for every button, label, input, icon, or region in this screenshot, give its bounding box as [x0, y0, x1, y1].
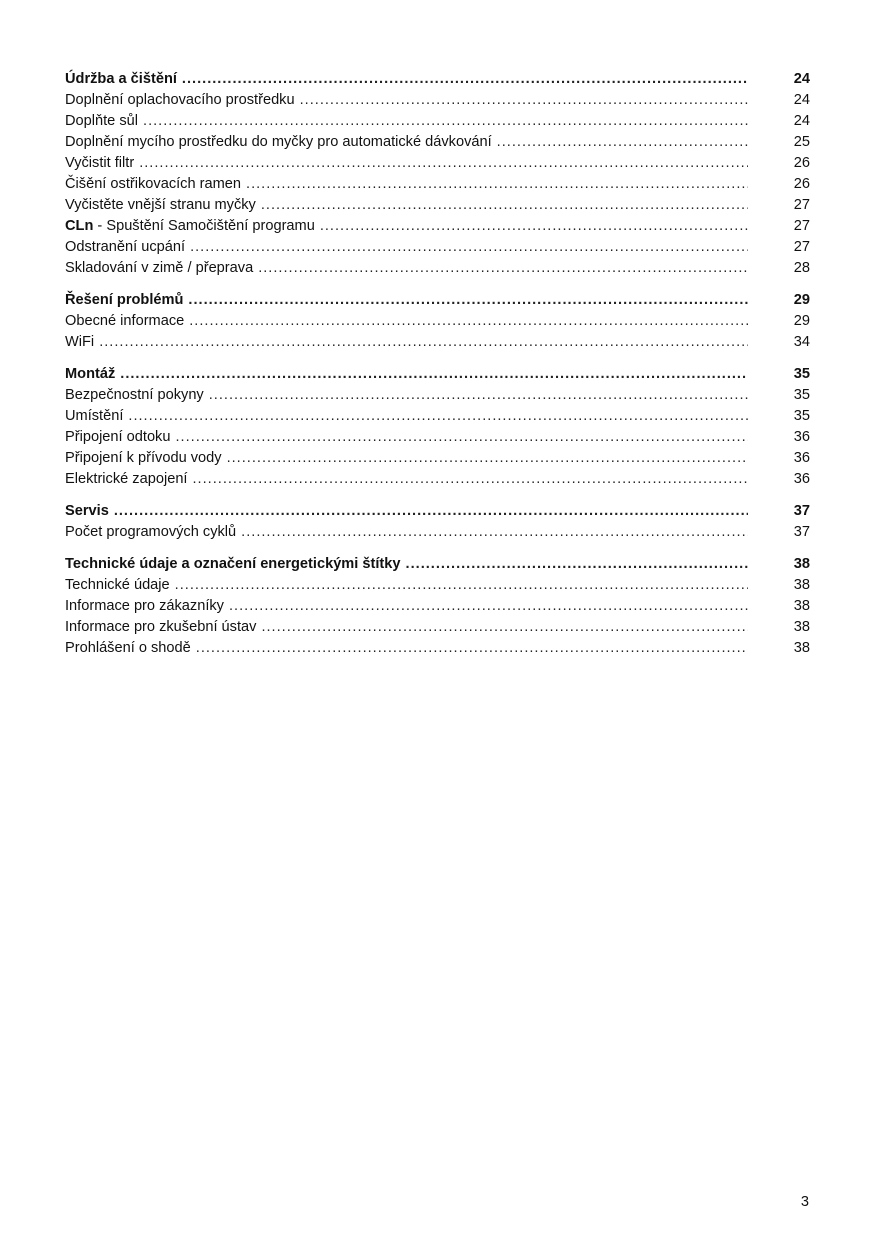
toc-title: WiFi — [65, 334, 95, 350]
toc-page-number: 29 — [793, 292, 810, 308]
dot-leader — [143, 111, 748, 132]
table-of-contents — [65, 69, 810, 670]
toc-entry[interactable] — [65, 596, 810, 617]
dot-leader — [241, 522, 748, 543]
toc-title: Bezpečnostní pokyny — [65, 387, 204, 403]
toc-page-number: 29 — [793, 313, 810, 329]
toc-title: Odstranění ucpání — [65, 239, 186, 255]
toc-page-number: 35 — [793, 408, 810, 424]
toc-entry[interactable] — [65, 469, 810, 490]
toc-entry[interactable] — [65, 153, 810, 174]
toc-page-number: 26 — [793, 176, 810, 192]
toc-entry[interactable] — [65, 448, 810, 469]
toc-title: Informace pro zákazníky — [65, 598, 224, 614]
dot-leader — [261, 195, 748, 216]
dot-leader — [193, 469, 749, 490]
toc-page-number: 27 — [793, 218, 810, 234]
toc-entry[interactable] — [65, 406, 810, 427]
toc-page-number: 24 — [793, 113, 810, 129]
toc-title: Technické údaje a označení energetickými štítky — [65, 556, 401, 572]
toc-section-heading[interactable] — [65, 290, 810, 311]
toc-title: Doplnění mycího prostředku do myčky pro automatické dávkování — [65, 134, 492, 150]
toc-entry[interactable] — [65, 332, 810, 353]
toc-entry[interactable] — [65, 174, 810, 195]
toc-page-number: 34 — [793, 334, 810, 350]
toc-page-number: 27 — [793, 197, 810, 213]
toc-title: Řešení problémů — [65, 292, 184, 308]
dot-leader — [227, 448, 748, 469]
toc-entry[interactable] — [65, 258, 810, 279]
toc-page-number: 38 — [793, 556, 810, 572]
toc-title: Doplnění oplachovacího prostředku — [65, 92, 295, 108]
toc-page-number: 37 — [793, 503, 810, 519]
dot-leader — [114, 501, 748, 522]
toc-page-number: 26 — [793, 155, 810, 171]
toc-entry[interactable] — [65, 522, 810, 543]
dot-leader — [229, 596, 748, 617]
dot-leader — [99, 332, 748, 353]
toc-section-heading[interactable] — [65, 364, 810, 385]
toc-section — [65, 69, 810, 279]
toc-title: Skladování v zimě / přeprava — [65, 260, 254, 276]
dot-leader — [246, 174, 748, 195]
dot-leader — [128, 406, 748, 427]
toc-entry[interactable] — [65, 216, 810, 237]
dot-leader — [320, 216, 748, 237]
toc-entry[interactable] — [65, 575, 810, 596]
toc-entry[interactable] — [65, 195, 810, 216]
toc-title-text: - Spuštění Samočištění programu — [93, 218, 315, 234]
page-number: 3 — [800, 1194, 809, 1210]
toc-title — [65, 216, 315, 237]
toc-page-number: 35 — [793, 366, 810, 382]
toc-title: Připojení odtoku — [65, 429, 171, 445]
toc-entry[interactable] — [65, 237, 810, 258]
toc-title: Čišění ostřikovacích ramen — [65, 176, 242, 192]
dot-leader — [209, 385, 748, 406]
dot-leader — [261, 617, 748, 638]
toc-page-number: 24 — [793, 92, 810, 108]
toc-page-number: 28 — [793, 260, 810, 276]
toc-section — [65, 290, 810, 353]
toc-entry[interactable] — [65, 111, 810, 132]
dot-leader — [258, 258, 748, 279]
toc-page-number: 27 — [793, 239, 810, 255]
dot-leader — [300, 90, 748, 111]
dot-leader — [175, 427, 748, 448]
dot-leader — [189, 311, 748, 332]
toc-section-heading[interactable] — [65, 554, 810, 575]
toc-title: Umístění — [65, 408, 124, 424]
toc-page-number: 38 — [793, 598, 810, 614]
toc-title: Montáž — [65, 366, 116, 382]
toc-title: Připojení k přívodu vody — [65, 450, 222, 466]
toc-title: Doplňte sůl — [65, 113, 139, 129]
toc-title: Technické údaje — [65, 577, 170, 593]
toc-title: Prohlášení o shodě — [65, 640, 191, 656]
toc-entry[interactable] — [65, 617, 810, 638]
toc-entry[interactable] — [65, 427, 810, 448]
toc-section-heading[interactable] — [65, 501, 810, 522]
toc-section-heading[interactable] — [65, 69, 810, 90]
dot-leader — [120, 364, 748, 385]
toc-title: Vyčistit filtr — [65, 155, 135, 171]
toc-entry[interactable] — [65, 385, 810, 406]
toc-entry[interactable] — [65, 311, 810, 332]
toc-entry[interactable] — [65, 132, 810, 153]
toc-title: Počet programových cyklů — [65, 524, 237, 540]
toc-section — [65, 501, 810, 543]
toc-page-number: 38 — [793, 577, 810, 593]
toc-page-number: 38 — [793, 619, 810, 635]
dot-leader — [497, 132, 748, 153]
toc-page-number: 36 — [793, 450, 810, 466]
dot-leader — [190, 237, 748, 258]
toc-title: Elektrické zapojení — [65, 471, 188, 487]
toc-section — [65, 364, 810, 490]
dot-leader — [406, 554, 748, 575]
toc-page-number: 24 — [793, 71, 810, 87]
toc-title: Vyčistěte vnější stranu myčky — [65, 197, 256, 213]
toc-title: Údržba a čištění — [65, 71, 177, 87]
toc-page-number: 25 — [793, 134, 810, 150]
toc-page-number: 36 — [793, 471, 810, 487]
dot-leader — [196, 638, 748, 659]
toc-page-number: 36 — [793, 429, 810, 445]
dot-leader — [182, 69, 748, 90]
dot-leader — [175, 575, 748, 596]
toc-title-prefix: CLn — [65, 218, 94, 234]
toc-page-number: 38 — [793, 640, 810, 656]
dot-leader — [139, 153, 748, 174]
dot-leader — [188, 290, 748, 311]
toc-page-number: 35 — [793, 387, 810, 403]
toc-entry[interactable] — [65, 638, 810, 659]
toc-title: Servis — [65, 503, 109, 519]
toc-page-number: 37 — [793, 524, 810, 540]
toc-entry[interactable] — [65, 90, 810, 111]
toc-section — [65, 554, 810, 659]
toc-title: Informace pro zkušební ústav — [65, 619, 257, 635]
toc-title: Obecné informace — [65, 313, 185, 329]
